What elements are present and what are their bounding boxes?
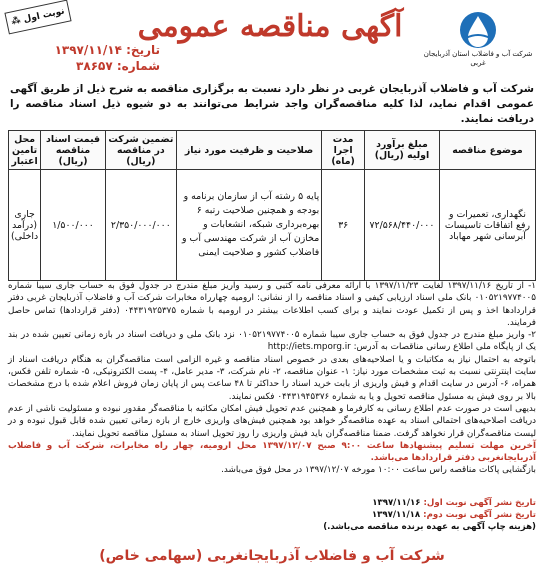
second-publication-label: تاریخ نشر آگهی نوبت دوم: — [423, 510, 536, 520]
condition-2: ۲- واریز مبلغ مندرج در جدول فوق به حساب جاری سیبا شماره ۰۱۰۵۲۱۹۷۷۴۰۰۵ نزد بانک ملی و دریافت اسناد در بازه زمانی تعیین شده در بند یک از پایگاه ملی اطلاع رسانی مناقصات به آدرس: http://iets.mporg.ir — [8, 330, 537, 353]
cell-qualification: پایه ۵ رشته آب از سازمان برنامه و بودجه و همچنین صلاحیت رتبه ۶ بهره‌برداری شبکه، انشعابات و مخازن آب از شرکت مهندسی آب و فاضلاب کشور و صلاحیت ایمنی — [176, 170, 321, 281]
header-qualification: صلاحیت و ظرفیت مورد نیاز — [176, 131, 321, 170]
header-funding: محل تامین اعتبار — [9, 131, 41, 170]
header-docs-price: قیمت اسناد مناقصه (ریال) — [41, 131, 106, 170]
conditions-body — [8, 280, 536, 477]
opening-time: بازگشایی پاکات مناقصه راس ساعت ۱۰:۰۰ مورخه ۱۳۹۷/۱۲/۰۷ در محل فوق می‌باشد. — [221, 465, 536, 476]
second-publication — [323, 509, 536, 521]
first-publication-label: تاریخ نشر آگهی نوبت اول: — [423, 498, 536, 508]
submission-deadline: آخرین مهلت تسلیم پیشنهادها ساعت ۹:۰۰ صبح ۱۳۹۷/۱۲/۰۷ محل ارومیه، چهار راه مخابرات، شرکت آب و فاضلاب آذربایجانغربی دفتر قراردادها می‌باشد. — [8, 440, 536, 464]
tender-table — [8, 130, 536, 281]
fee-note: (هزینه چاپ آگهی به عهده برنده مناقصه می‌باشد.) — [323, 522, 536, 532]
header-subject: موضوع مناقصه — [439, 131, 535, 170]
header-duration: مدت اجرا (ماه) — [322, 131, 365, 170]
condition-1: ۱- از تاریخ ۱۳۹۷/۱۱/۱۶ لغایت ۱۳۹۷/۱۱/۲۳ با ارائه معرفی نامه کتبی و رسید واریز مبلغ مندرج در جدول فوق به حساب جاری سیبا شماره ۰۱۰۵۲۱۹۷۷۴۰۰۵ بانک ملی اسناد ارزیابی کیفی و اسناد مناقصه را از نشانی: ارومیه چهارراه مخابرات شرکت آب و فاضلاب آذربایجان غربی دفتر قراردادها اخذ و پس از تکمیل عودت نمایند و برای کسب اطلاعات بیشتر در ارومیه با شماره ۰۴۴۳۱۹۲۵۳۷۵ (دفتر قراردادها) تماس حاصل فرمایند. — [8, 281, 537, 328]
footer-company: شرکت آب و فاضلاب آذربایجانغربی (سهامی خاص) — [99, 548, 445, 564]
header-estimate: مبلغ برآورد اولیه (ریال) — [364, 131, 439, 170]
cell-estimate: ۷۲/۵۶۸/۴۴۰/۰۰۰ — [364, 170, 439, 281]
first-publication-date: ۱۳۹۷/۱۱/۱۶ — [372, 498, 421, 508]
second-publication-date: ۱۳۹۷/۱۱/۱۸ — [371, 510, 421, 520]
condition-registration: باتوجه به احتمال نیاز به مکاتبات و یا اصلاحیه‌های بعدی در خصوص اسناد مناقصه و غیره الزامی است مناقصه‌گران به هنگام دریافت اسناد از سایت اینترنتی نسبت به ثبت مشخصات مورد نیاز: ۱- عنوان مناقصه، ۲- نام شرکت، ۳- مدیر عامل، ۴- پست الکترونیکی، ۵- شماره تلفن فکس، همراه، ۶- آدرس در سایت اقدام و فیش واریزی از بابت خرید اسناد را حداکثر تا ۴۸ ساعت پس از پایان زمان فروش اعلام شده با درج مشخصات بالا بر روی فیش به مسئول مناقصه تحویل و یا به شماره ۰۴۴۳۱۹۴۵۳۷۶ فکس نمایند. — [8, 354, 536, 402]
table-header-row — [9, 131, 536, 170]
cell-funding: جاری (درآمد داخلی) — [9, 170, 41, 281]
condition-notice: بدیهی است در صورت عدم اطلاع رسانی به کارفرما و همچنین عدم تحویل فیش امکان مکاتبه با مناقصه‌گر مقدور نبوده و مسئولیت ناشی از عدم دریافت اصلاحیه‌های احتمالی اسناد به عهده مناقصه‌گر خواهد بود همچنین فیش‌های واریزی خارج از بازه زمانی تعیین شده قابل قبول نبوده و در لیست مناقصه‌گران قرار نخواهد گرفت. ضمنا مناقصه‌گران باید فیش واریزی را روز تحویل اسناد به مسئول مناقصه تحویل نمایند. — [8, 403, 536, 439]
cell-duration: ۳۶ — [322, 170, 365, 281]
announcement-date: تاریخ: ۱۳۹۷/۱۱/۱۴ — [54, 43, 160, 57]
cell-docs-price: ۱/۵۰۰/۰۰۰ — [41, 170, 106, 281]
water-drop-icon — [458, 10, 498, 50]
announcement-meta — [10, 42, 160, 74]
announcement-number: شماره: ۳۸۶۵۷ — [76, 59, 160, 73]
publication-dates — [323, 497, 536, 533]
cell-guarantee: ۲/۳۵۰/۰۰۰/۰۰۰ — [105, 170, 176, 281]
first-round-badge: نوبت اول ⁂ — [4, 0, 71, 34]
intro-paragraph: شرکت آب و فاضلاب آذربایجان غربی در نظر دارد نسبت به برگزاری مناقصه به شرح ذیل از طریق آگهی عمومی اقدام نماید، لذا کلیه مناقصه‌گران واجد شرایط می‌توانند به دو شیوه ذیل اسناد مناقصه را دریافت نمایند. — [10, 83, 534, 125]
logo-org-name: شرکت آب و فاضلاب استان آذربایجان غربی — [423, 50, 533, 67]
announcement-title: آگهی مناقصه عمومی — [137, 9, 403, 44]
header-guarantee: تضمین شرکت در مناقصه (ریال) — [105, 131, 176, 170]
table-row — [9, 170, 536, 281]
organization-logo — [420, 10, 536, 74]
first-publication — [323, 497, 536, 509]
cell-subject: نگهداری، تعمیرات و رفع اتفاقات تاسیسات آبرسانی شهر مهاباد — [439, 170, 535, 281]
